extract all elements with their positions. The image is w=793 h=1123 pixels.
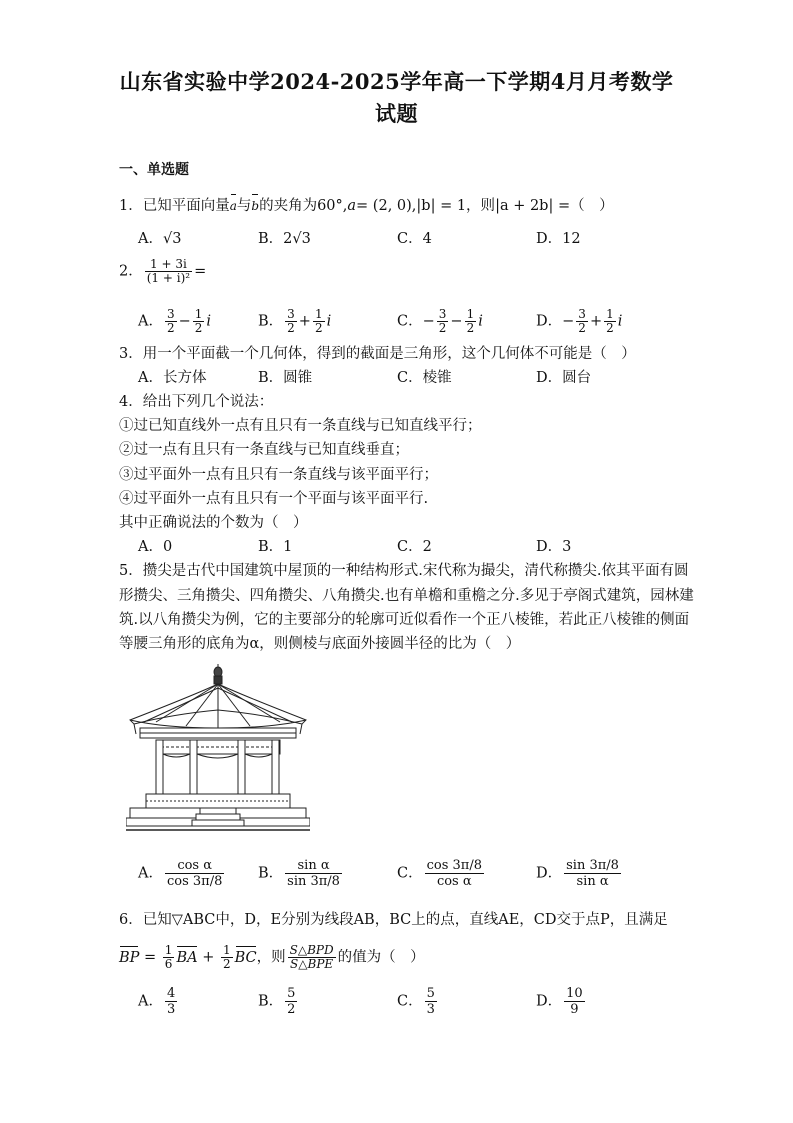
q5-option-c [397,858,486,889]
q4-statement-3: ③过平面外一点有且只有一条直线与该平面平行； [119,467,438,483]
vector-bc: BC [234,949,257,966]
q2-option-frac-2-den: 2 [606,321,614,335]
q2-option-label: B． [258,313,284,330]
q4-statement-4: ④过平面外一点有且只有一个平面与该平面平行. [119,491,429,507]
q2-option-frac-2 [313,308,325,335]
q2-option-frac-2-den: 2 [466,321,475,335]
q2-option-sign: − [422,313,435,330]
q5-option-frac-den: cos 3π/8 [166,874,223,889]
q5-option-frac [564,858,621,889]
q6-coef-2 [221,944,233,971]
q2-option-frac-1-num: 3 [166,307,175,321]
q2-option-frac-1 [285,308,297,335]
q6-option-c [397,986,439,1017]
vector-a: a [230,196,237,216]
question-4: 4．给出下列几个说法： [119,394,274,410]
q6-option-label: C． [397,993,423,1010]
q5-option-frac [285,858,342,889]
q4-statement-2: ②过一点有且只有一条直线与已知直线垂直； [119,442,409,458]
question-6-line-1: 6．已知▽ABC中，D，E分别为线段AB，BC上的点，直线AE，CD交于点P，且满足 [119,912,668,928]
q2-option-op: − [450,313,463,330]
q5-option-label: C． [397,865,423,882]
q6-option-frac [165,986,177,1017]
q2-option-frac-1 [437,308,449,335]
q3-option-c: C．棱锥 [397,370,452,386]
q2-option-frac-1-den: 2 [438,321,447,335]
question-1 [119,196,614,216]
q2-option-frac-2-num: 1 [314,307,323,321]
q1-and: 与 [236,198,252,214]
q3-option-b: B．圆锥 [258,370,313,386]
q1-option-b: B．2√3 [258,231,311,247]
q6-coef-1-den: 6 [164,957,173,971]
q5-option-label: A． [138,865,163,882]
q5-option-frac-den: cos α [436,874,472,889]
q5-option-frac-den: sin 3π/8 [287,874,340,889]
vector-b: b [251,196,259,216]
q2-option-frac-1-num: 3 [578,307,586,321]
q5-option-b [258,858,344,889]
q5-option-frac [425,858,484,889]
q2-option-op: − [178,313,191,330]
q1-paren: （ ） [570,198,614,214]
q4-option-a: A．0 [138,539,173,555]
q1-expr: |a + 2b| = [495,198,571,214]
q6-then: ，则 [256,949,286,966]
q2-option-imag: i [206,313,212,330]
q2-prefix: 2． [119,263,143,280]
q2-fraction [145,258,192,285]
q2-option-imag: i [617,313,623,330]
question-6-line-2 [119,944,425,971]
q2-option-frac-2 [604,308,616,335]
q4-option-b: B．1 [258,539,293,555]
q2-option-d [536,308,622,335]
q6-coef-2-den: 2 [222,957,231,971]
q2-option-frac-2-den: 2 [314,321,323,335]
q2-option-frac-2 [465,308,477,335]
q6-option-frac-den: 9 [570,1002,579,1017]
q2-option-frac-1 [576,308,588,335]
section-heading: 一、单选题 [119,162,189,178]
q2-option-frac-2-num: 1 [194,307,203,321]
q2-option-imag: i [478,313,483,330]
q2-option-c [397,308,483,335]
q1-angle: 的夹角为60°, [259,198,348,214]
exam-title-cont: 试题 [375,101,418,126]
q2-option-op: + [298,313,311,330]
q2-numerator: 1 + 3i [145,258,192,272]
q2-option-frac-1 [165,308,177,335]
q6-option-frac [285,986,297,1017]
q5-option-frac-num: cos 3π/8 [426,858,482,873]
pavilion-illustration [126,664,310,838]
q6-option-label: A． [138,993,163,1010]
q6-option-frac-den: 3 [166,1002,176,1017]
q5-option-frac-den: sin α [576,874,609,889]
q6-area-num: S△BPD [289,943,334,957]
q1-prefix: 1．已知平面向量 [119,198,230,214]
q2-option-frac-2-den: 2 [194,321,203,335]
question-3: 3．用一个平面截一个几何体，得到的截面是三角形，这个几何体不可能是（ ） [119,346,636,362]
q1-cond2: |b| = 1，则 [416,198,496,214]
q6-option-b [258,986,299,1017]
q2-option-label: A． [138,313,163,330]
question-5-line-2: 形攒尖、三角攒尖、四角攒尖、八角攒尖.也有单檐和重檐之分.多见于亭阁式建筑，园林建 [119,588,694,604]
q6-coef-1 [163,944,175,971]
q4-option-d: D．3 [536,539,572,555]
q2-option-frac-1-den: 2 [578,321,586,335]
q6-eq: = [144,949,157,966]
q1-option-d: D．12 [536,231,581,247]
q2-option-frac-1-den: 2 [287,321,295,335]
q5-option-label: B． [258,865,284,882]
exam-title: 山东省实验中学2024-2025学年高一下学期4月月考数学 [119,69,674,94]
q6-option-frac-num: 10 [566,986,583,1001]
q6-option-frac-num: 4 [166,986,176,1001]
q6-option-frac-num: 5 [426,986,435,1001]
q2-option-label: C． [397,313,423,330]
q6-coef-1-num: 1 [164,943,173,957]
q1-cond1: = (2, 0), [356,198,417,214]
q5-option-frac-num: sin 3π/8 [566,858,619,873]
q6-area-ratio [288,944,336,971]
q2-denominator: (1 + i)² [146,271,191,285]
q6-coef-2-num: 1 [222,943,231,957]
q5-option-frac-num: sin α [285,858,342,874]
q6-option-d [536,986,587,1017]
q2-option-b [258,308,331,335]
q6-option-frac-num: 5 [287,986,296,1001]
question-5-line-3: 筑.以八角攒尖为例，它的主要部分的轮廓可近似看作一个正八棱锥，若此正八棱锥的侧面 [119,612,690,628]
q2-option-frac-2 [193,308,205,335]
q4-option-c: C．2 [397,539,432,555]
q5-option-label: D． [536,865,563,882]
q2-option-imag: i [326,313,332,330]
q6-option-label: B． [258,993,284,1010]
q3-option-d: D．圆台 [536,370,592,386]
q2-option-frac-1-num: 3 [438,307,447,321]
q2-option-frac-2-num: 1 [466,307,475,321]
q2-option-frac-1-num: 3 [287,307,295,321]
q2-eq: = [194,263,207,280]
q6-option-frac [425,986,437,1017]
q2-option-frac-1-den: 2 [166,321,175,335]
q2-option-op: + [589,313,603,330]
q6-option-a [138,986,179,1017]
q4-statement-1: ①过已知直线外一点有且只有一条直线与已知直线平行； [119,418,482,434]
vector-ba: BA [176,949,198,966]
q6-option-label: D． [536,993,563,1010]
q5-option-frac [165,858,224,889]
q1-option-a: A．√3 [138,231,182,247]
q6-plus: + [202,949,215,966]
question-5-line-4: 等腰三角形的底角为α，则侧棱与底面外接圆半径的比为（ ） [119,636,521,652]
q4-ask: 其中正确说法的个数为（ ） [119,515,308,531]
q5-option-a [138,858,226,889]
question-2 [119,258,206,285]
q5-option-frac-num: cos α [165,858,224,874]
q5-option-d [536,858,623,889]
q1-option-c: C．4 [397,231,432,247]
vector-bp: BP [119,949,140,966]
q2-option-a [138,308,211,335]
q6-option-frac [564,986,585,1017]
q6-area-den: S△BPE [290,957,334,971]
question-5-line-1: 5．攒尖是古代中国建筑中屋顶的一种结构形式.宋代称为撮尖，清代称攒尖.依其平面有圆 [119,563,689,579]
q6-ask: 的值为（ ） [337,949,425,966]
q2-option-label: D． [536,313,563,330]
q3-option-a: A．长方体 [138,370,207,386]
q6-option-frac-den: 3 [426,1002,435,1017]
q6-option-frac-den: 2 [287,1002,296,1017]
q1-vector-a-label: a [347,198,357,214]
q2-option-frac-2-num: 1 [606,307,614,321]
q2-option-sign: − [562,313,575,330]
